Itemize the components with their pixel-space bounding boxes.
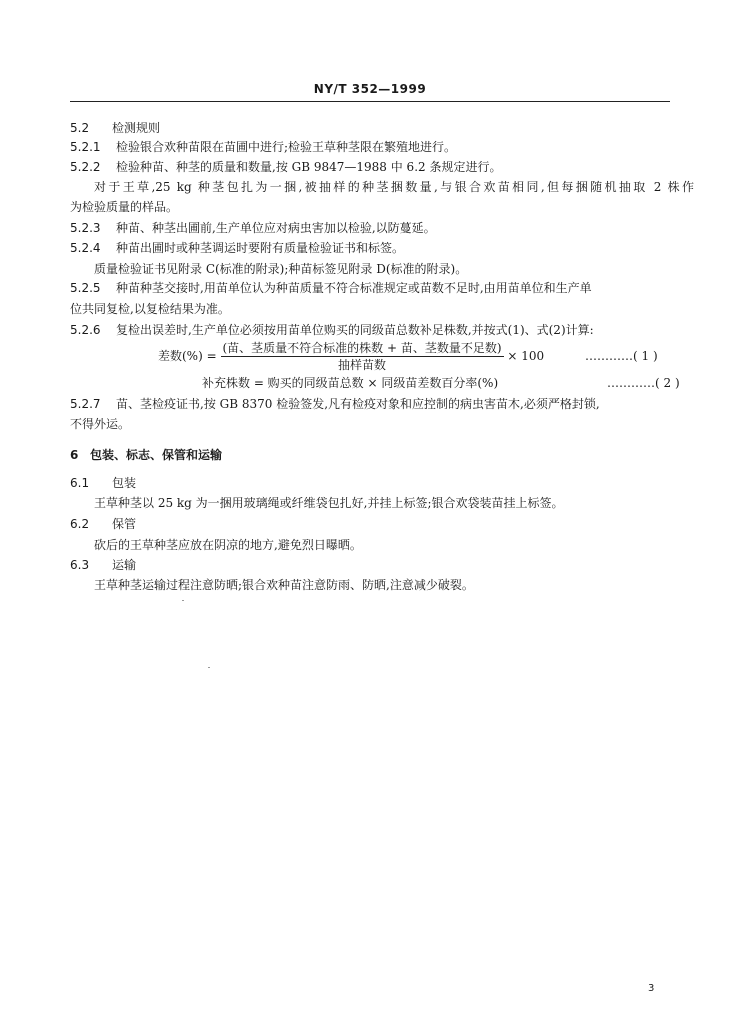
clause-title: 保管 [112,517,137,531]
clause-5-2-2-continuation-1: 对于王草,25 kg 种茎包扎为一捆,被抽样的种茎捆数量,与银合欢苗相同,但每捆随机抽取 2 株作 [94,180,694,194]
clause-number: 5.2.5 [70,281,101,295]
formula-2-leader: ………… [607,376,655,390]
clause-text: 种苗种茎交接时,用苗单位认为种苗质量不符合标准规定或苗数不足时,由用苗单位和生产单 [116,281,592,295]
clause-5-2-7 [70,397,670,411]
formula-1-equals: = [206,349,217,363]
clause-text: 检验银合欢种苗限在苗圃中进行;检验王草种茎限在繁殖地进行。 [116,140,457,154]
clause-text: 种苗、种茎出圃前,生产单位应对病虫害加以检验,以防蔓延。 [116,221,436,235]
clause-5-2-2-continuation-2: 为检验质量的样品。 [70,200,179,214]
formula-2-label: ( 2 ) [655,376,680,390]
scan-speck [182,600,184,601]
clause-title: 运输 [112,558,137,572]
formula-1-numerator: (苗、茎质量不符合标准的株数 + 苗、茎数量不足数) [222,341,502,355]
clause-title: 包装 [112,476,137,490]
clause-text: 种苗出圃时或种茎调运时要附有质量检验证书和标签。 [116,241,405,255]
clause-5-2-5 [70,281,670,295]
section-heading-5-2 [70,121,670,135]
section-heading-6 [70,448,670,462]
section-number: 6 [70,448,79,462]
formula-1-fraction [221,341,504,372]
clause-5-2-4-continuation: 质量检验证书见附录 C(标准的附录);种苗标签见附录 D(标准的附录)。 [94,262,468,276]
clause-5-2-3 [70,221,670,235]
section-title: 检测规则 [112,121,161,135]
standard-code-header: NY/T 352—1999 [313,82,427,96]
clause-6-3-text: 王草种茎运输过程注意防晒;银合欢种苗注意防雨、防晒,注意减少破裂。 [94,578,474,592]
clause-number: 5.2.1 [70,140,101,154]
clause-5-2-6 [70,323,670,337]
section-title: 包装、标志、保管和运输 [90,448,223,462]
clause-number: 6.3 [70,558,90,572]
clause-5-2-5-continuation: 位共同复检,以复检结果为准。 [70,302,230,316]
formula-2-number [607,376,680,390]
formula-1-lhs: 差数(%) [158,349,203,363]
clause-6-1-heading [70,476,670,490]
clause-text: 苗、茎检疫证书,按 GB 8370 检验签发,凡有检疫对象和应控制的病虫害苗木,必须严格封锁, [116,397,600,411]
clause-5-2-4 [70,241,670,255]
clause-number: 5.2.4 [70,241,101,255]
clause-number: 6.2 [70,517,90,531]
formula-1-leader: ………… [585,349,633,363]
clause-text: 检验种苗、种茎的质量和数量,按 GB 9847—1988 中 6.2 条规定进行。 [116,160,502,174]
clause-number: 5.2.7 [70,397,101,411]
formula-1-label: ( 1 ) [633,349,658,363]
header-rule [70,101,670,102]
clause-text: 复检出误差时,生产单位必须按用苗单位购买的同级苗总数补足株数,并按式(1)、式(2)计算: [116,323,594,337]
clause-6-2-heading [70,517,670,531]
scan-speck [208,667,210,668]
clause-5-2-2 [70,160,670,174]
page-number: 3 [648,983,655,994]
formula-1-factor: × 100 [507,349,545,363]
clause-6-1-text: 王草种茎以 25 kg 为一捆用玻璃绳或纤维袋包扎好,并挂上标签;银合欢袋装苗挂上标签。 [94,496,564,510]
clause-number: 5.2.6 [70,323,101,337]
formula-1-denominator: 抽样苗数 [338,358,387,372]
clause-6-2-text: 砍后的王草种茎应放在阴凉的地方,避免烈日曝晒。 [94,538,362,552]
clause-6-3-heading [70,558,670,572]
section-number: 5.2 [70,121,90,135]
formula-1 [158,341,544,372]
formula-1-number [585,349,658,363]
formula-2: 补充株数 = 购买的同级苗总数 × 同级苗差数百分率(%) [202,376,499,390]
clause-number: 5.2.3 [70,221,101,235]
clause-5-2-1 [70,140,670,154]
clause-number: 6.1 [70,476,90,490]
clause-number: 5.2.2 [70,160,101,174]
clause-5-2-7-continuation: 不得外运。 [70,417,131,431]
